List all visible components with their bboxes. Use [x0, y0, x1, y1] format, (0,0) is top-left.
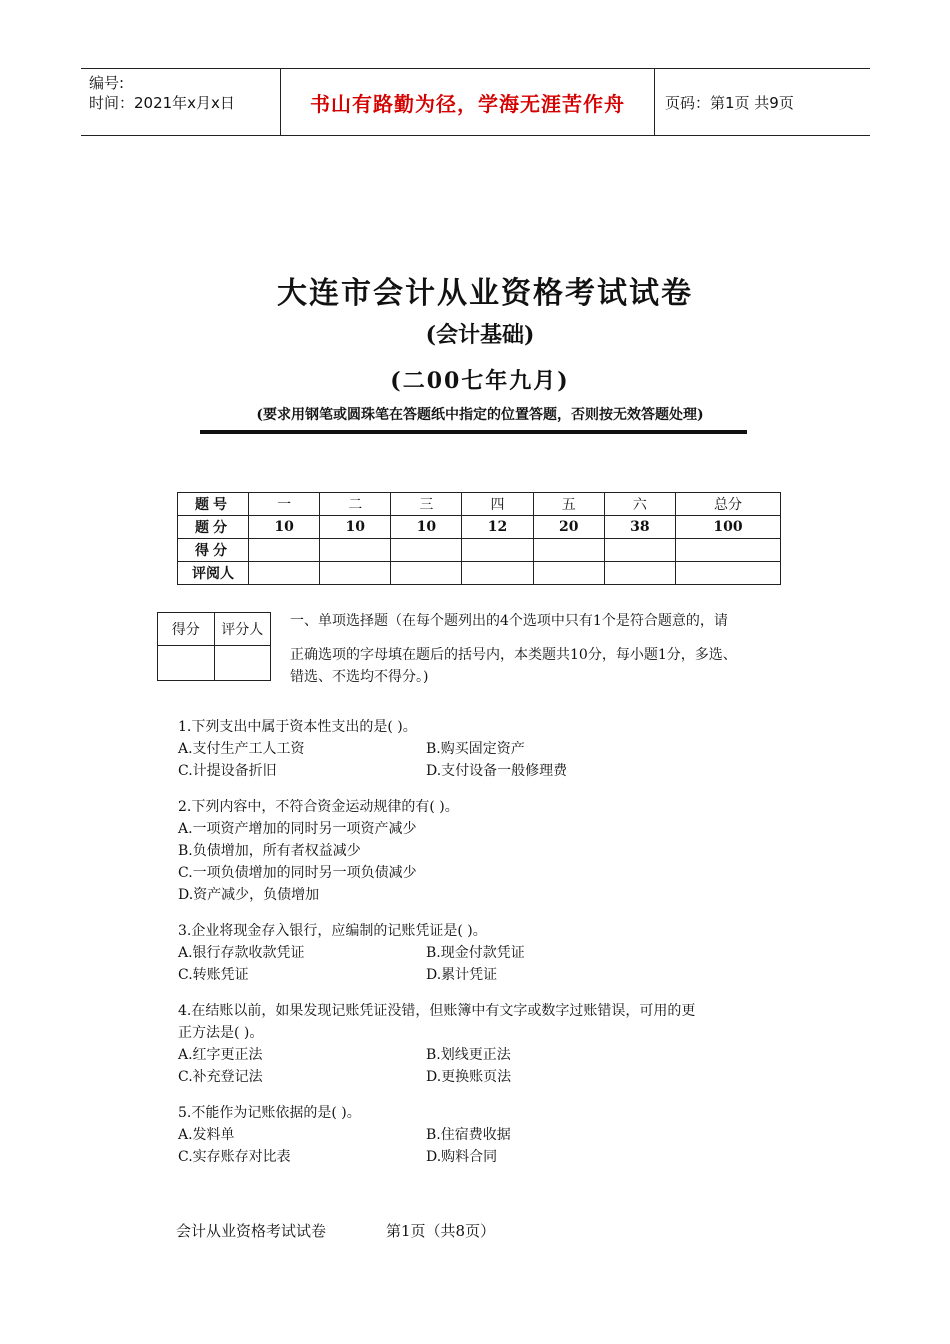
grader-name-label: 评分人: [214, 613, 271, 646]
row-label: 题号: [178, 493, 249, 516]
column-header: 四: [462, 493, 533, 516]
column-header: 一: [249, 493, 320, 516]
reviewer-cell[interactable]: [249, 562, 320, 585]
score-cell[interactable]: [391, 539, 462, 562]
option-b: B.现金付款凭证: [426, 945, 525, 961]
score-cell[interactable]: [249, 539, 320, 562]
footer-page-number: 第1页（共8页）: [386, 1222, 496, 1240]
option-d: D.支付设备一般修理费: [426, 763, 568, 779]
option-d: D.更换账页法: [426, 1069, 512, 1085]
option-c: C.实存账存对比表: [178, 1149, 291, 1165]
title-divider: [200, 430, 747, 434]
reviewer-cell[interactable]: [604, 562, 675, 585]
question-item: [178, 1000, 778, 1088]
column-header: 总分: [675, 493, 780, 516]
option-c: C.转账凭证: [178, 967, 249, 983]
score-table: [177, 492, 781, 585]
option-c: C.一项负债增加的同时另一项负债减少: [178, 865, 417, 881]
section-instructions: [290, 610, 780, 688]
document-date: (二00七年九月): [390, 368, 570, 394]
score-cell[interactable]: [533, 539, 604, 562]
reviewer-cell[interactable]: [675, 562, 780, 585]
score-row-points: [178, 516, 781, 539]
header-meta: [81, 69, 281, 135]
column-header: 二: [320, 493, 391, 516]
question-item: [178, 1102, 778, 1168]
grader-name-cell[interactable]: [214, 646, 271, 681]
option-b: B.负债增加，所有者权益减少: [178, 843, 361, 859]
time-label: 时间：2021年x月x日: [89, 94, 235, 112]
footer-exam-name: 会计从业资格考试试卷: [176, 1222, 327, 1240]
number-label: 编号:: [89, 74, 125, 92]
score-cell[interactable]: [462, 539, 533, 562]
question-item: [178, 716, 778, 782]
column-header: 三: [391, 493, 462, 516]
page-code: 页码：第1页 共9页: [665, 93, 794, 112]
motto: 书山有路勤为径，学海无涯苦作舟: [310, 91, 625, 116]
reviewer-cell[interactable]: [391, 562, 462, 585]
points-cell: 10: [391, 516, 462, 539]
option-a: A.银行存款收款凭证: [178, 945, 305, 961]
grader-score-label: 得分: [158, 613, 215, 646]
question-list: [178, 716, 778, 1182]
section-line-1: 一、单项选择题（在每个题列出的4个选项中只有1个是符合题意的，请: [290, 613, 728, 629]
score-cell[interactable]: [320, 539, 391, 562]
points-cell: 38: [604, 516, 675, 539]
row-label: 评阅人: [178, 562, 249, 585]
header-page-code: [655, 69, 870, 135]
score-row-earned: [178, 539, 781, 562]
option-a: A.一项资产增加的同时另一项资产减少: [178, 821, 417, 837]
option-a: A.支付生产工人工资: [178, 741, 305, 757]
question-item: [178, 920, 778, 986]
page-header: [81, 68, 870, 136]
option-b: B.划线更正法: [426, 1047, 511, 1063]
section-line-3: 错选、不选均不得分。): [290, 669, 429, 685]
question-stem-continued: 正方法是( )。: [178, 1025, 264, 1041]
row-label: 得分: [178, 539, 249, 562]
section-line-2: 正确选项的字母填在题后的括号内，本类题共10分，每小题1分，多选、: [290, 647, 737, 663]
reviewer-cell[interactable]: [462, 562, 533, 585]
document-title: 大连市会计从业资格考试试卷: [277, 276, 693, 311]
score-cell[interactable]: [604, 539, 675, 562]
points-cell: 12: [462, 516, 533, 539]
question-stem: 2.下列内容中，不符合资金运动规律的有( )。: [178, 799, 459, 815]
question-stem: 5.不能作为记账依据的是( )。: [178, 1105, 361, 1121]
reviewer-cell[interactable]: [320, 562, 391, 585]
section-grader-box: [157, 612, 271, 681]
answer-instruction: (要求用钢笔或圆珠笔在答题纸中指定的位置答题，否则按无效答题处理): [256, 407, 704, 423]
option-c: C.计提设备折旧: [178, 763, 277, 779]
option-d: D.累计凭证: [426, 967, 498, 983]
option-b: B.购买固定资产: [426, 741, 525, 757]
row-label: 题分: [178, 516, 249, 539]
option-a: A.红字更正法: [178, 1047, 263, 1063]
question-item: [178, 796, 778, 906]
question-stem: 4.在结账以前，如果发现记账凭证没错，但账簿中有文字或数字过账错误，可用的更: [178, 1003, 696, 1019]
question-stem: 1.下列支出中属于资本性支出的是( )。: [178, 719, 417, 735]
document-subtitle: (会计基础): [425, 322, 535, 348]
points-cell: 100: [675, 516, 780, 539]
reviewer-cell[interactable]: [533, 562, 604, 585]
option-a: A.发料单: [178, 1127, 235, 1143]
option-c: C.补充登记法: [178, 1069, 263, 1085]
points-cell: 10: [320, 516, 391, 539]
page-footer: [176, 1220, 576, 1241]
question-stem: 3.企业将现金存入银行，应编制的记账凭证是( )。: [178, 923, 487, 939]
grader-score-cell[interactable]: [158, 646, 215, 681]
points-cell: 20: [533, 516, 604, 539]
header-motto-cell: [281, 69, 655, 135]
score-row-number: [178, 493, 781, 516]
option-b: B.住宿费收据: [426, 1127, 511, 1143]
option-d: D.购料合同: [426, 1149, 498, 1165]
option-d: D.资产减少，负债增加: [178, 887, 320, 903]
points-cell: 10: [249, 516, 320, 539]
score-cell[interactable]: [675, 539, 780, 562]
score-row-reviewer: [178, 562, 781, 585]
column-header: 五: [533, 493, 604, 516]
column-header: 六: [604, 493, 675, 516]
